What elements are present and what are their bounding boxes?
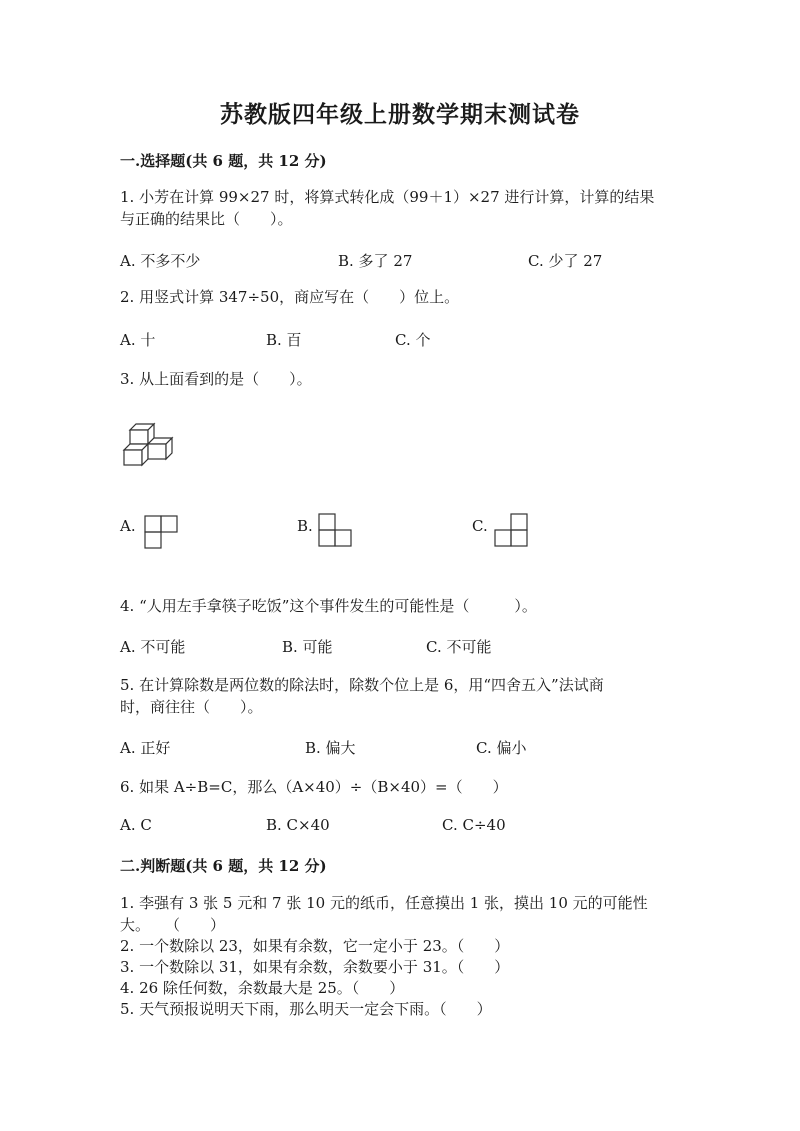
question-4-option-a: A. 不可能 (120, 638, 186, 656)
question-5-option-a: A. 正好 (120, 739, 171, 757)
question-5-option-b: B. 偏大 (305, 739, 356, 757)
question-6-option-c: C. C÷40 (442, 816, 506, 834)
judgment-4: 4. 26 除任何数，余数最大是 25。（ ） (120, 979, 405, 997)
question-5-line-1: 5. 在计算除数是两位数的除法时，除数个位上是 6，用“四舍五入”法试商 (120, 676, 604, 694)
question-5-line-2: 时，商往往（ ）。 (120, 698, 263, 716)
question-1-option-c: C. 少了 27 (528, 252, 603, 270)
page-title: 苏教版四年级上册数学期末测试卷 (220, 101, 580, 128)
question-4-option-b: B. 可能 (282, 638, 333, 656)
question-2-option-c: C. 个 (395, 331, 431, 349)
question-2-text: 2. 用竖式计算 347÷50，商应写在（ ）位上。 (120, 288, 460, 306)
question-3-option-c: C. (472, 517, 488, 535)
question-6-text: 6. 如果 A÷B=C，那么（A×40）÷（B×40）=（ ） (120, 778, 508, 796)
judgment-5: 5. 天气预报说明天下雨，那么明天一定会下雨。（ ） (120, 1000, 492, 1018)
question-3-text: 3. 从上面看到的是（ ）。 (120, 370, 312, 388)
question-6-option-a: A. C (120, 816, 152, 834)
question-6-option-b: B. C×40 (266, 816, 330, 834)
question-2-option-a: A. 十 (120, 331, 156, 349)
question-1-line-1: 1. 小芳在计算 99×27 时，将算式转化成（99＋1）×27 进行计算，计算的结果 (120, 188, 655, 206)
question-3-option-b: B. (297, 517, 313, 535)
question-1-option-b: B. 多了 27 (338, 252, 413, 270)
cube-stack-figure (118, 420, 182, 470)
question-5-option-c: C. 偏小 (476, 739, 527, 757)
question-1-option-a: A. 不多不少 (120, 252, 201, 270)
question-2-option-b: B. 百 (266, 331, 302, 349)
judgment-1-line-2: 大。 （ ） (120, 916, 226, 934)
question-4-text: 4. “人用左手拿筷子吃饭”这个事件发生的可能性是（ ）。 (120, 597, 537, 615)
section-heading-choice: 一.选择题(共 6 题，共 12 分) (120, 152, 327, 170)
question-1-line-2: 与正确的结果比（ ）。 (120, 210, 293, 228)
question-4-option-c: C. 不可能 (426, 638, 492, 656)
section-heading-judgment: 二.判断题(共 6 题，共 12 分) (120, 857, 327, 875)
question-3-option-a: A. (120, 517, 136, 535)
top-view-figure-b (318, 513, 354, 549)
judgment-3: 3. 一个数除以 31，如果有余数，余数要小于 31。（ ） (120, 958, 510, 976)
top-view-figure-c (494, 513, 530, 549)
judgment-1-line-1: 1. 李强有 3 张 5 元和 7 张 10 元的纸币，任意摸出 1 张，摸出 10 元的可能性 (120, 894, 648, 912)
top-view-figure-a (144, 515, 180, 551)
judgment-2: 2. 一个数除以 23，如果有余数，它一定小于 23。（ ） (120, 937, 510, 955)
